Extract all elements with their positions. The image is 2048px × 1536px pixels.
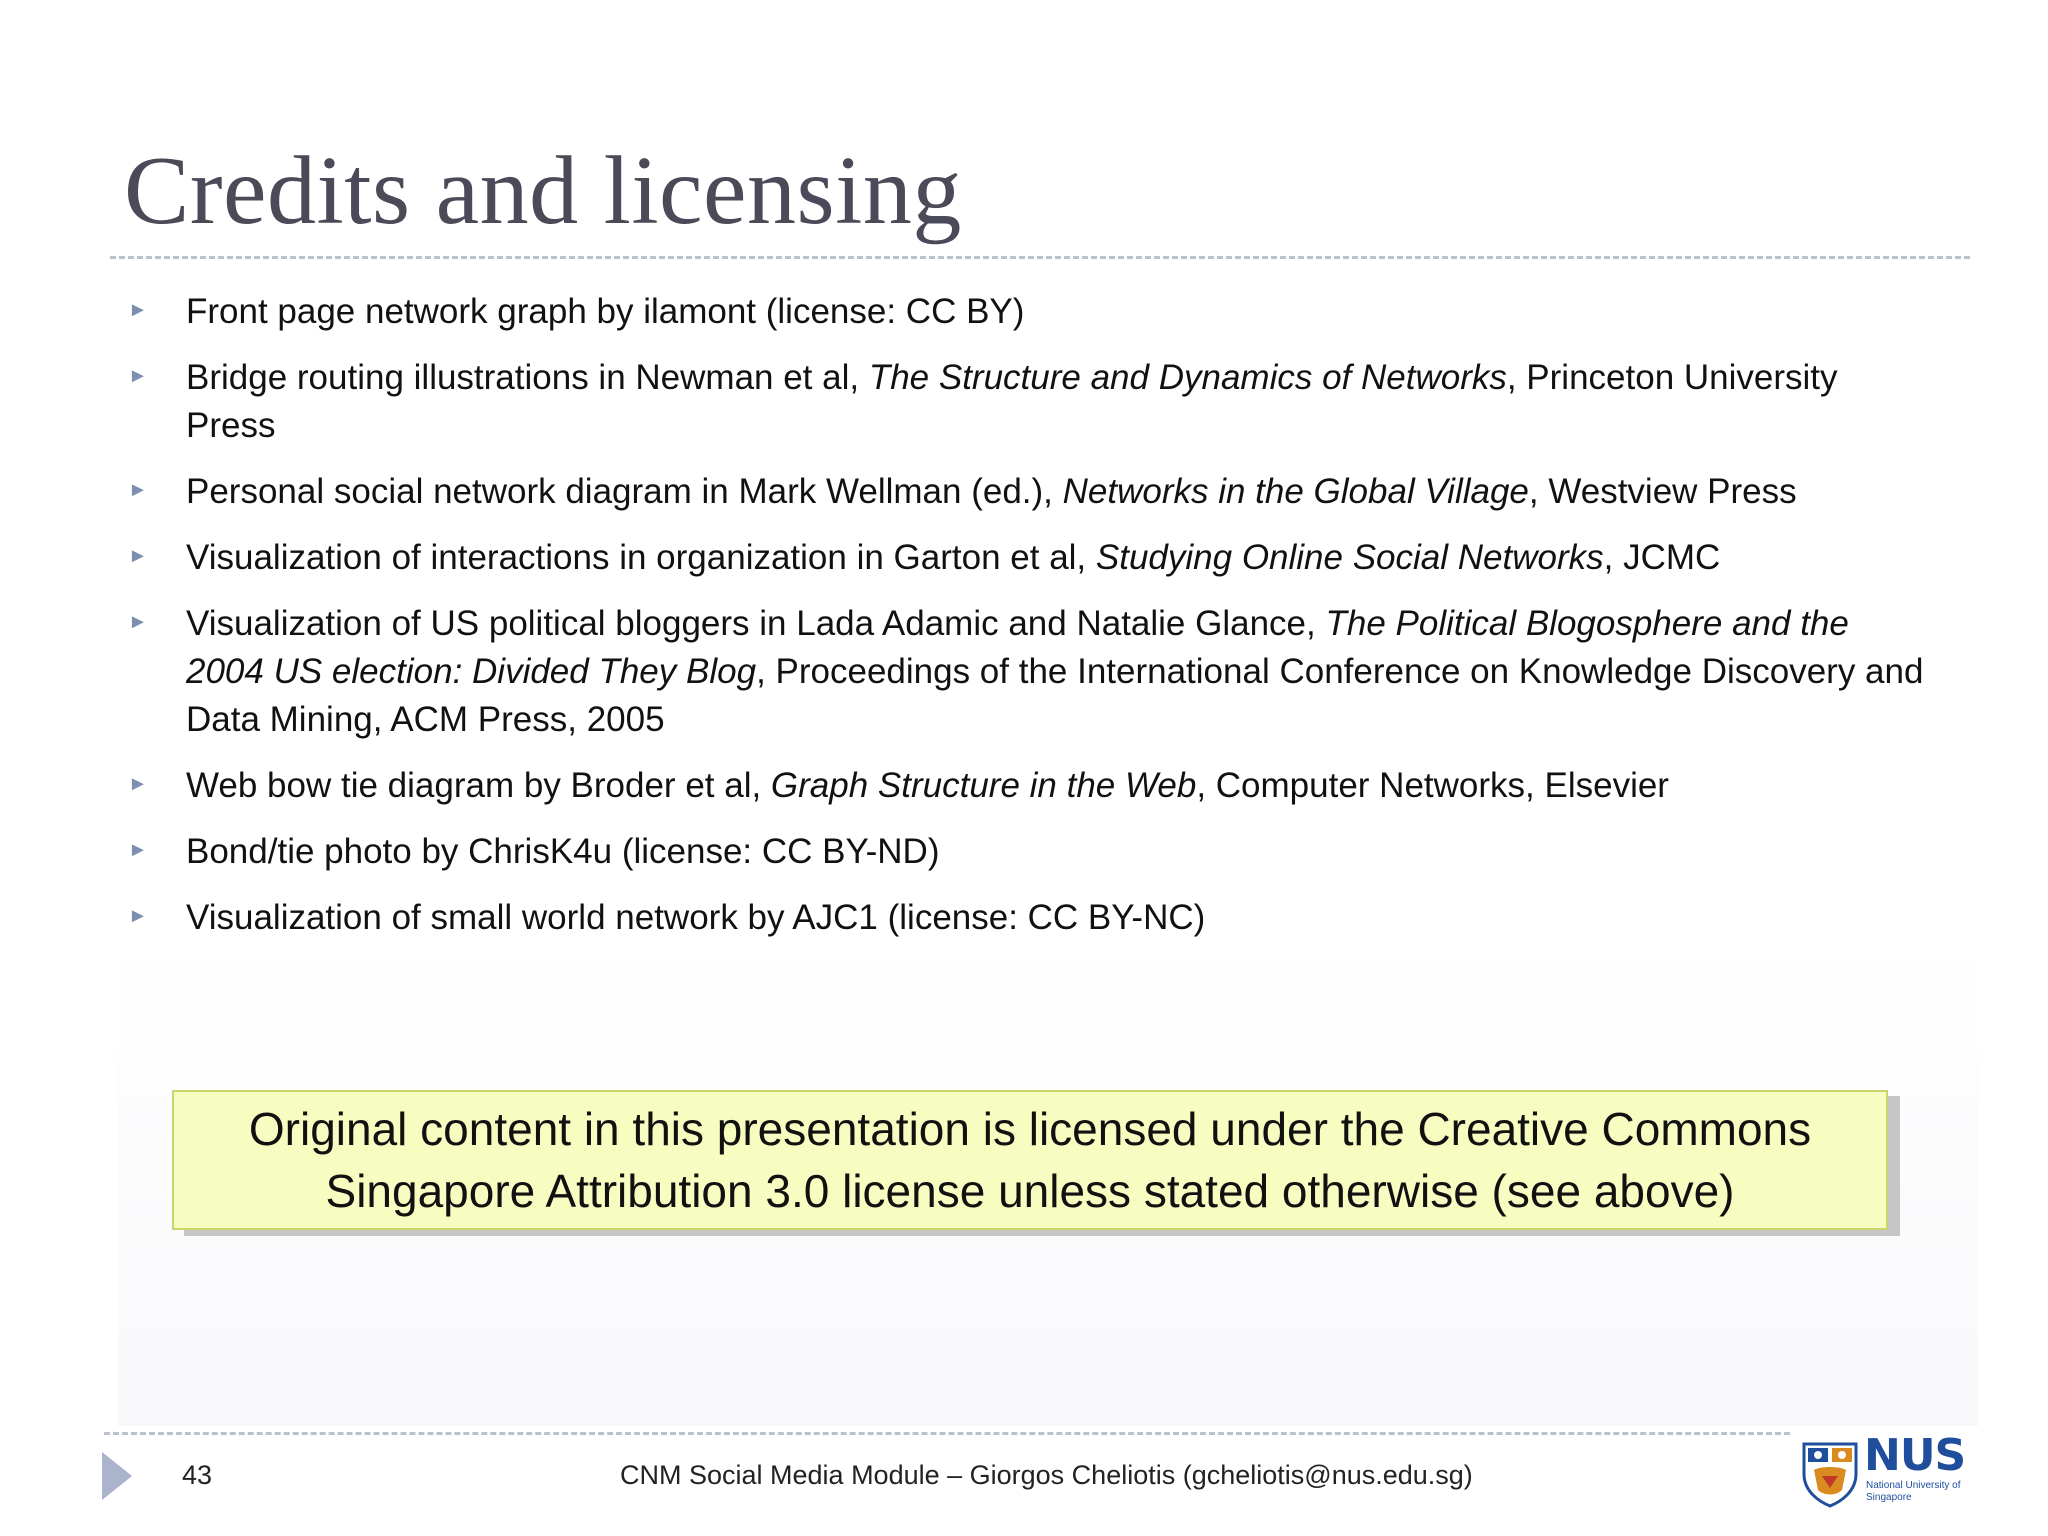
play-arrow-icon[interactable] — [102, 1452, 132, 1500]
credits-list — [124, 288, 1924, 960]
bullet-icon: ► — [128, 365, 148, 387]
credit-item — [124, 600, 1924, 744]
license-notice-text: Original content in this presentation is licensed under the Creative Commons Singapore Attribution 3.0 license unless stated otherwise (see above) — [248, 1103, 1812, 1217]
credit-work-title: Studying Online Social Networks — [1095, 538, 1604, 577]
bullet-icon: ► — [128, 299, 148, 321]
credit-text: Front page network graph by ilamont (license: CC BY) — [186, 292, 1025, 331]
credit-text: , Westview Press — [1528, 472, 1797, 511]
slide-title: Credits and licensing — [124, 137, 962, 245]
credit-text: , Princeton University Press — [186, 358, 1838, 445]
nus-logo — [1800, 1430, 1968, 1508]
bullet-icon: ► — [128, 905, 148, 927]
bullet-icon: ► — [128, 773, 148, 795]
credit-work-title: Networks in the Global Village — [1062, 472, 1529, 511]
credit-text: Visualization of US political bloggers in Lada Adamic and Natalie Glance, — [186, 604, 1326, 643]
credit-text: Bridge routing illustrations in Newman et al, — [186, 358, 869, 397]
credit-item — [124, 534, 1924, 582]
credit-text: Visualization of interactions in organization in Garton et al, — [186, 538, 1096, 577]
credit-item — [124, 468, 1924, 516]
page-number: 43 — [182, 1460, 213, 1490]
credit-item — [124, 354, 1924, 450]
credit-text: , Proceedings of the International Conference on Knowledge Discovery and Data Mining, ACM Press, 2005 — [186, 652, 1924, 739]
credit-text: Visualization of small world network by AJC1 (license: CC BY-NC) — [186, 898, 1206, 937]
credit-text: Bond/tie photo by ChrisK4u (license: CC BY-ND) — [186, 832, 940, 871]
bullet-icon: ► — [128, 611, 148, 633]
credit-text: , JCMC — [1603, 538, 1721, 577]
credit-item — [124, 762, 1924, 810]
footer-text: CNM Social Media Module – Giorgos Cheliotis (gcheliotis@nus.edu.sg) — [620, 1460, 1473, 1490]
license-notice-box — [172, 1090, 1888, 1230]
bullet-icon: ► — [128, 479, 148, 501]
credit-item — [124, 894, 1924, 942]
bullet-icon: ► — [128, 545, 148, 567]
credit-text: Web bow tie diagram by Broder et al, — [186, 766, 771, 805]
credit-text: , Computer Networks, Elsevier — [1196, 766, 1669, 805]
credit-work-title: Graph Structure in the Web — [770, 766, 1197, 805]
credit-work-title: The Structure and Dynamics of Networks — [868, 358, 1507, 397]
nus-crest-icon — [1800, 1438, 1860, 1508]
footer-divider — [104, 1432, 1790, 1435]
bullet-icon: ► — [128, 839, 148, 861]
title-divider — [110, 256, 1970, 259]
nus-logo-wordmark: NUS — [1864, 1430, 1966, 1481]
credit-item — [124, 828, 1924, 876]
nus-logo-subtitle: National University of Singapore — [1866, 1480, 1961, 1503]
credit-item — [124, 288, 1924, 336]
credit-work-title: The Political Blogosphere and the 2004 US election: Divided They Blog — [186, 604, 1849, 691]
credit-text: Personal social network diagram in Mark Wellman (ed.), — [186, 472, 1063, 511]
